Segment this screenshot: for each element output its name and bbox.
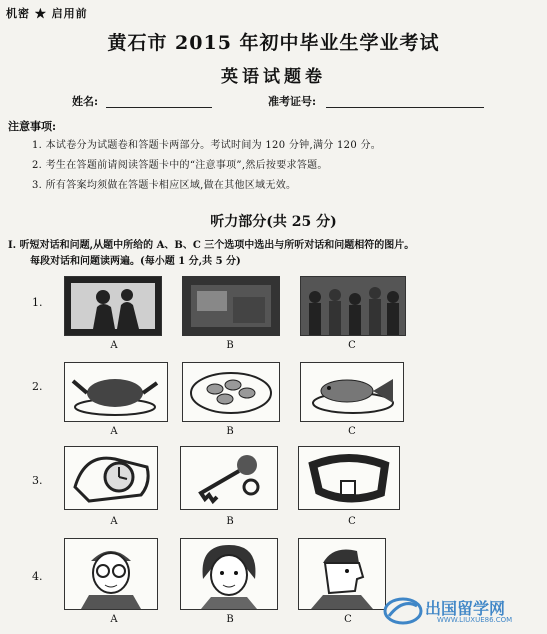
keys-icon [180, 446, 278, 510]
question-number: 1. [32, 296, 43, 309]
name-label: 姓名: [72, 95, 99, 108]
fish-dish-icon [300, 362, 404, 422]
option-label: C [344, 614, 352, 625]
secret-label: 机密 ★ 启用前 [6, 7, 88, 20]
notes-heading: 注意事项: [8, 120, 57, 133]
id-label: 准考证号: [268, 95, 317, 108]
watermark [381, 590, 541, 630]
note-item: 1. 本试卷分为试题卷和答题卡两部分。考试时间为 120 分钟,满分 120 分。 [32, 140, 382, 151]
option-label: B [226, 516, 234, 527]
question-number: 2. [32, 380, 43, 393]
exam-subtitle: 英语试题卷 [221, 67, 326, 87]
note-item: 2. 考生在答题前请阅读答题卡中的“注意事项”,然后按要求答题。 [32, 160, 328, 171]
option-label: A [110, 516, 118, 527]
dark-scene-photo [182, 276, 280, 336]
watch-icon [64, 446, 158, 510]
question-number: 4. [32, 570, 43, 583]
watermark-logo-icon [383, 594, 423, 628]
watermark-url: WWW.LIUXUE86.COM [437, 616, 513, 624]
watermark-text: 出国留学网 [425, 599, 506, 618]
note-item: 3. 所有答案均须做在答题卡相应区域,做在其他区域无效。 [32, 180, 297, 191]
instruction-line2: 每段对话和问题读两遍。(每小题 1 分,共 5 分) [30, 256, 241, 267]
two-people-photo [64, 276, 162, 336]
question-number: 3. [32, 474, 43, 487]
option-label: A [110, 614, 118, 625]
name-line [106, 106, 212, 108]
section-title: 听力部分(共 25 分) [210, 214, 337, 230]
option-label: C [348, 426, 356, 437]
option-label: A [110, 426, 118, 437]
man-glasses-icon [64, 538, 158, 610]
crowd-photo [300, 276, 406, 336]
option-label: C [348, 516, 356, 527]
option-label: B [226, 340, 234, 351]
man-profile-icon [298, 538, 386, 610]
option-label: B [226, 614, 234, 625]
option-label: B [226, 426, 234, 437]
roast-chicken-icon [64, 362, 168, 422]
girl-short-hair-icon [180, 538, 278, 610]
exam-title: 黄石市 2015 年初中毕业生学业考试 [107, 32, 440, 54]
instruction-line1: I. 听短对话和问题,从题中所给的 A、B、C 三个选项中选出与所听对话和问题相符的图片。 [8, 240, 415, 251]
id-line [326, 106, 484, 108]
belt-icon [298, 446, 400, 510]
option-label: C [348, 340, 356, 351]
option-label: A [110, 340, 118, 351]
dumplings-plate-icon [182, 362, 280, 422]
